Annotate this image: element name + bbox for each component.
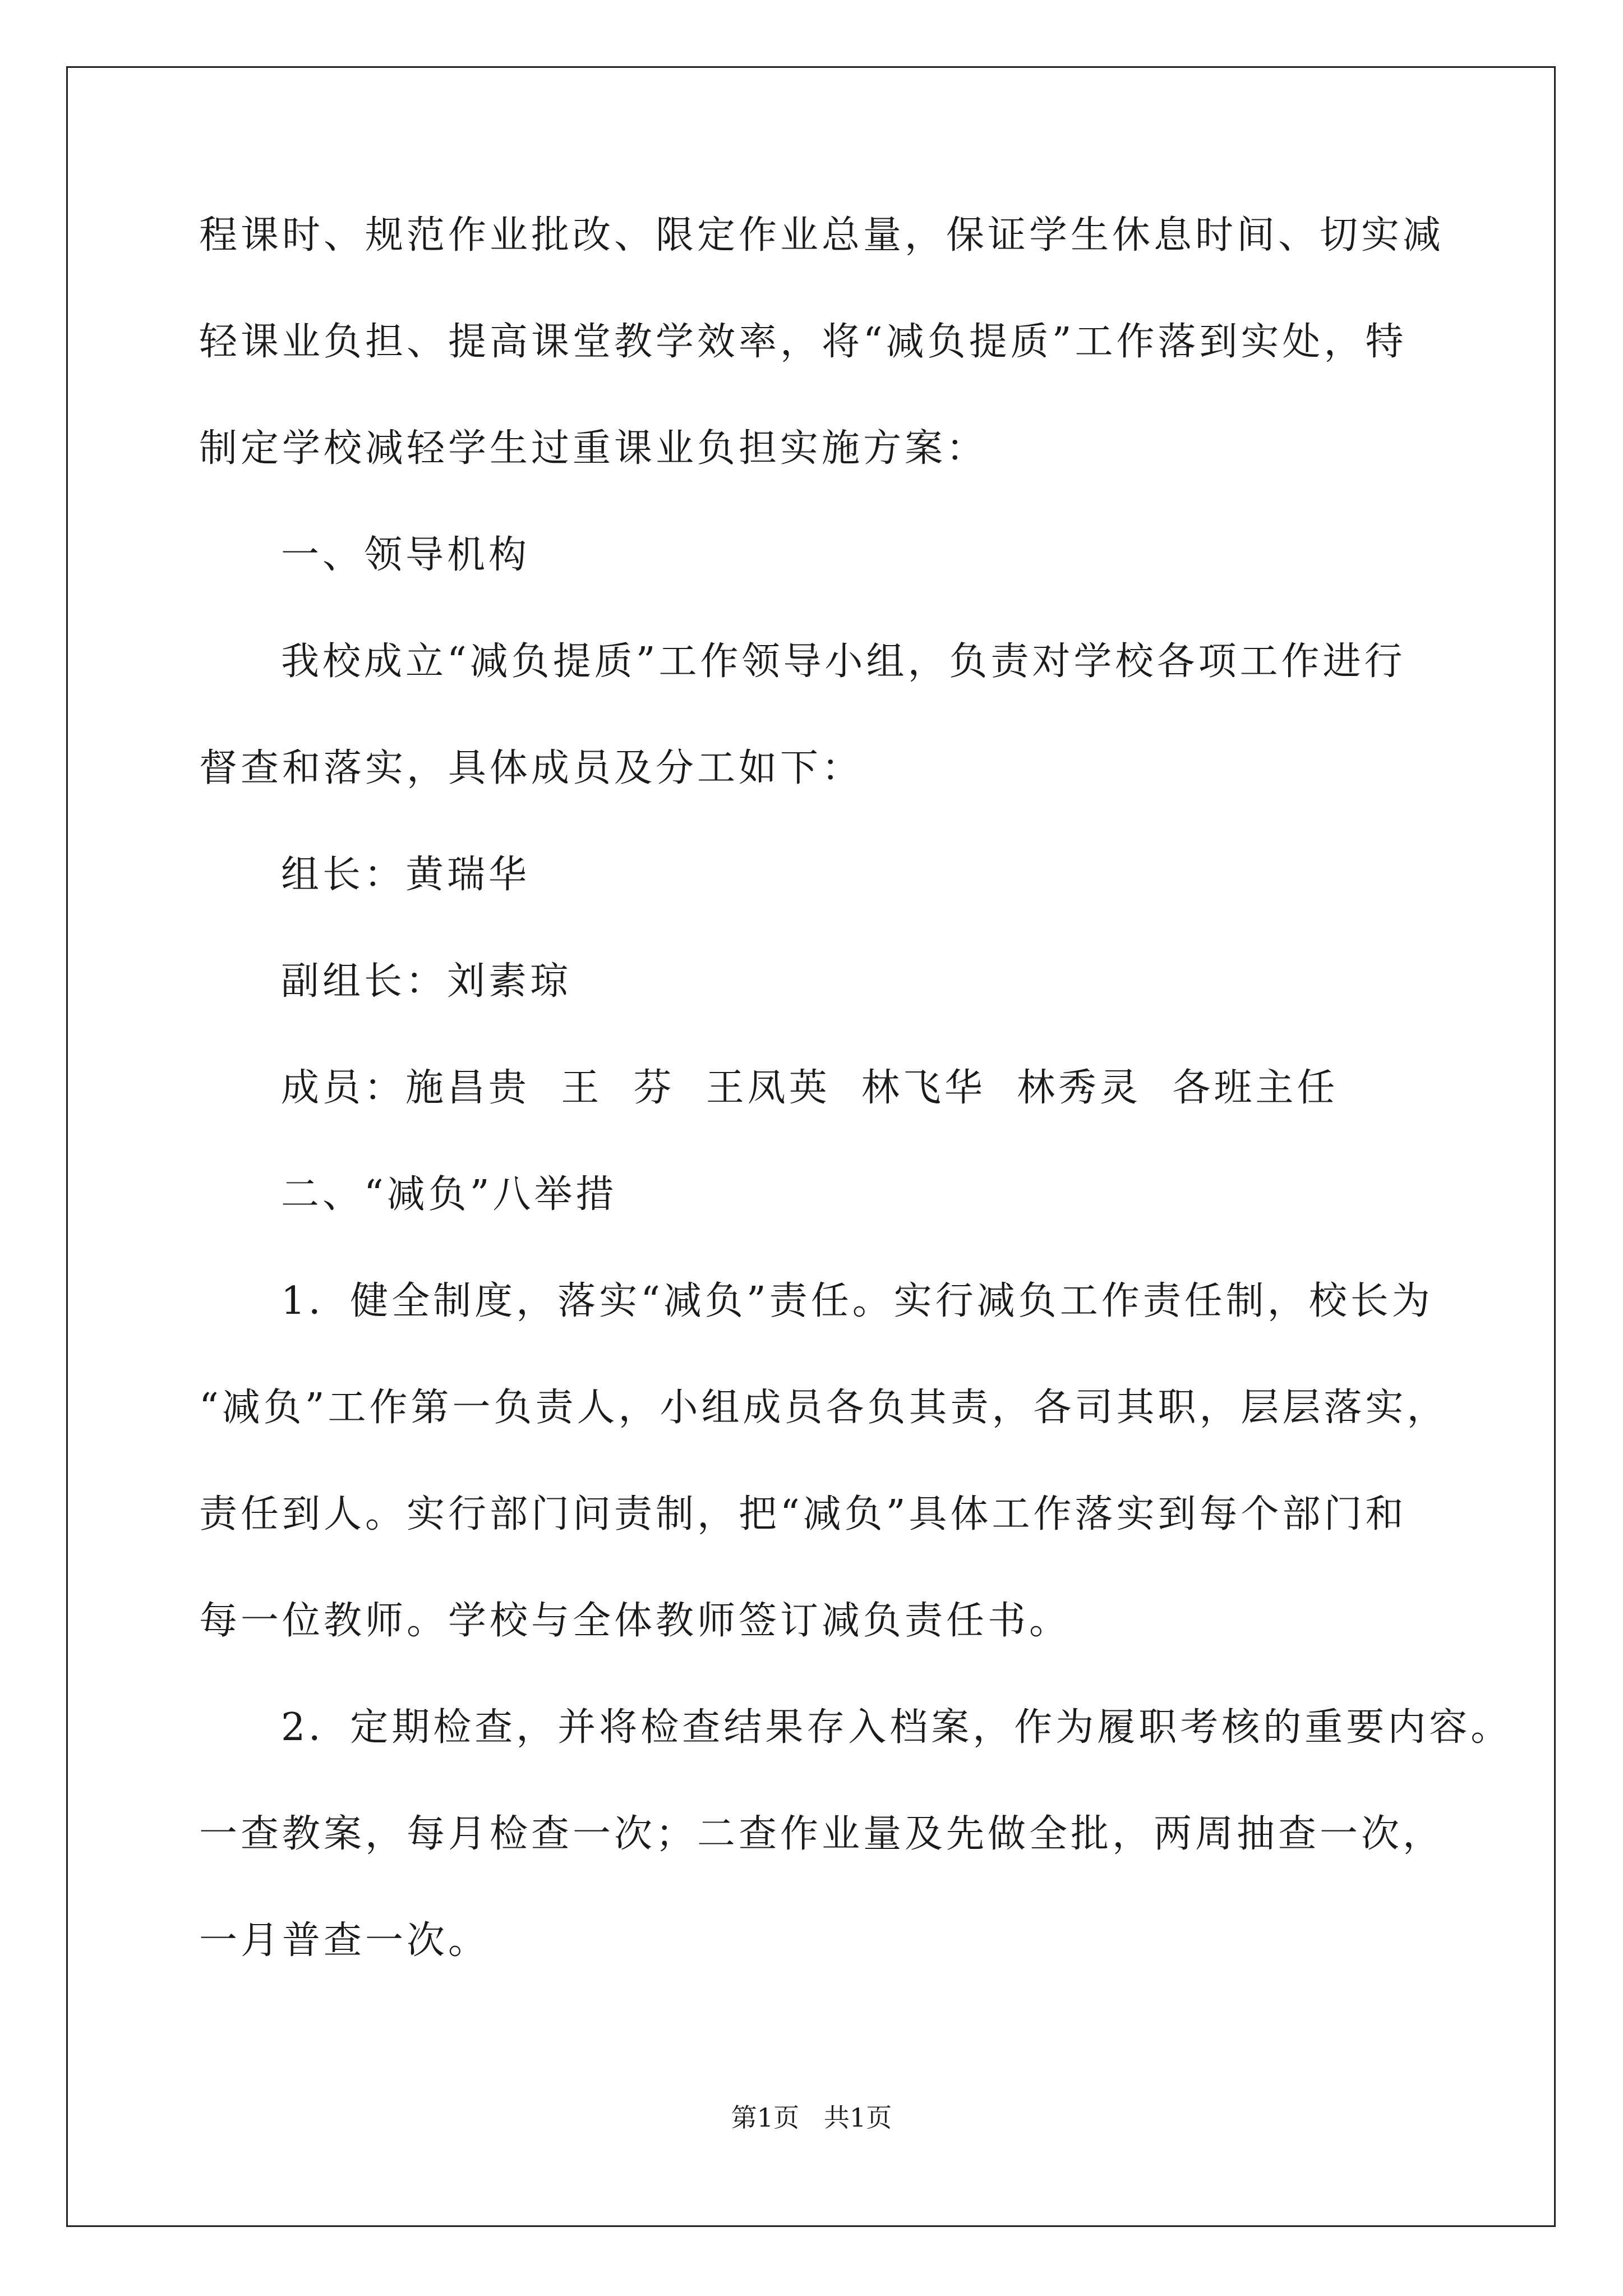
leader-line: 组长：黄瑞华 <box>281 853 531 897</box>
paragraph-line: 一查教案，每月检查一次；二查作业量及先做全批，两周抽查一次， <box>199 1812 1445 1856</box>
paragraph-line: 我校成立“减负提质”工作领导小组，负责对学校各项工作进行 <box>281 639 1406 684</box>
page-number-footer: 第1页 共1页 <box>731 2102 892 2133</box>
deputy-leader-line: 副组长：刘素琼 <box>281 959 572 1004</box>
paragraph-line: 一月普查一次。 <box>199 1918 490 1963</box>
section-heading: 一、领导机构 <box>281 533 531 577</box>
paragraph-line: 制定学校减轻学生过重课业负担实施方案： <box>199 426 988 471</box>
paragraph-line: 责任到人。实行部门问责制，把“减负”具体工作落实到每个部门和 <box>199 1492 1407 1536</box>
paragraph-line: 2．定期检查，并将检查结果存入档案，作为履职考核的重要内容。 <box>281 1705 1513 1750</box>
paragraph-line: 轻课业负担、提高课堂教学效率，将“减负提质”工作落到实处，特 <box>199 320 1407 364</box>
paragraph-line: 程课时、规范作业批改、限定作业总量，保证学生休息时间、切实减 <box>199 213 1445 257</box>
document-body <box>199 209 1513 1968</box>
paragraph-line: 1．健全制度，落实“减负”责任。实行减负工作责任制，校长为 <box>281 1279 1433 1323</box>
section-heading: 二、“减负”八举措 <box>281 1172 617 1217</box>
paragraph-line: 每一位教师。学校与全体教师签订减负责任书。 <box>199 1599 1071 1643</box>
members-line: 成员：施昌贵 王 芬 王凤英 林飞华 林秀灵 各班主任 <box>281 1066 1339 1110</box>
paragraph-line: 督查和落实，具体成员及分工如下： <box>199 746 864 790</box>
paragraph-line: “减负”工作第一负责人，小组成员各负其责，各司其职，层层落实， <box>199 1386 1449 1430</box>
